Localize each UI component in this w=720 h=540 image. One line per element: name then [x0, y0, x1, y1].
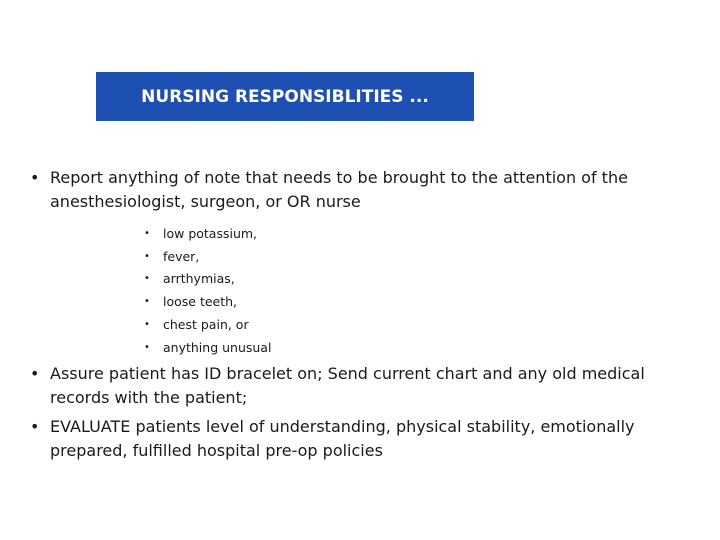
bullet-icon: •	[144, 296, 150, 308]
list-item	[30, 362, 680, 410]
sub-item-text: chest pain, or	[163, 317, 249, 333]
bullet-text: Assure patient has ID bracelet on; Send current chart and any old medical records with the patient;	[50, 364, 645, 407]
sub-item-text: low potassium,	[163, 225, 258, 241]
list-item	[30, 166, 680, 214]
sub-item-text: fever,	[163, 248, 200, 264]
sub-item-text: loose teeth,	[163, 294, 238, 310]
bullet-icon: •	[144, 227, 150, 239]
sub-item-text: anything unusual	[163, 339, 272, 355]
list-item	[30, 415, 680, 463]
sub-item-text: arrthymias,	[163, 271, 235, 287]
bullet-icon: •	[144, 319, 150, 331]
bullet-icon: •	[144, 273, 150, 285]
bullet-icon: •	[144, 250, 150, 262]
sub-list	[144, 222, 271, 359]
sub-list-item	[144, 313, 271, 336]
bullet-icon: •	[30, 417, 40, 436]
bullet-icon: •	[30, 364, 40, 383]
bullet-icon: •	[30, 168, 40, 187]
slide-title-banner	[96, 72, 474, 121]
slide-title: NURSING RESPONSIBLITIES ...	[141, 86, 429, 107]
sub-list-item	[144, 268, 271, 291]
sub-list-item	[144, 336, 271, 359]
sub-list-item	[144, 290, 271, 313]
bullet-icon: •	[144, 341, 150, 353]
bullet-text: Report anything of note that needs to be brought to the attention of the anesthesiologist, surgeon, or OR nurse	[50, 168, 628, 211]
sub-list-item	[144, 245, 271, 268]
bullet-text: EVALUATE patients level of understanding, physical stability, emotionally prepared, fulfilled hospital pre-op policies	[50, 417, 635, 460]
sub-list-item	[144, 222, 271, 245]
